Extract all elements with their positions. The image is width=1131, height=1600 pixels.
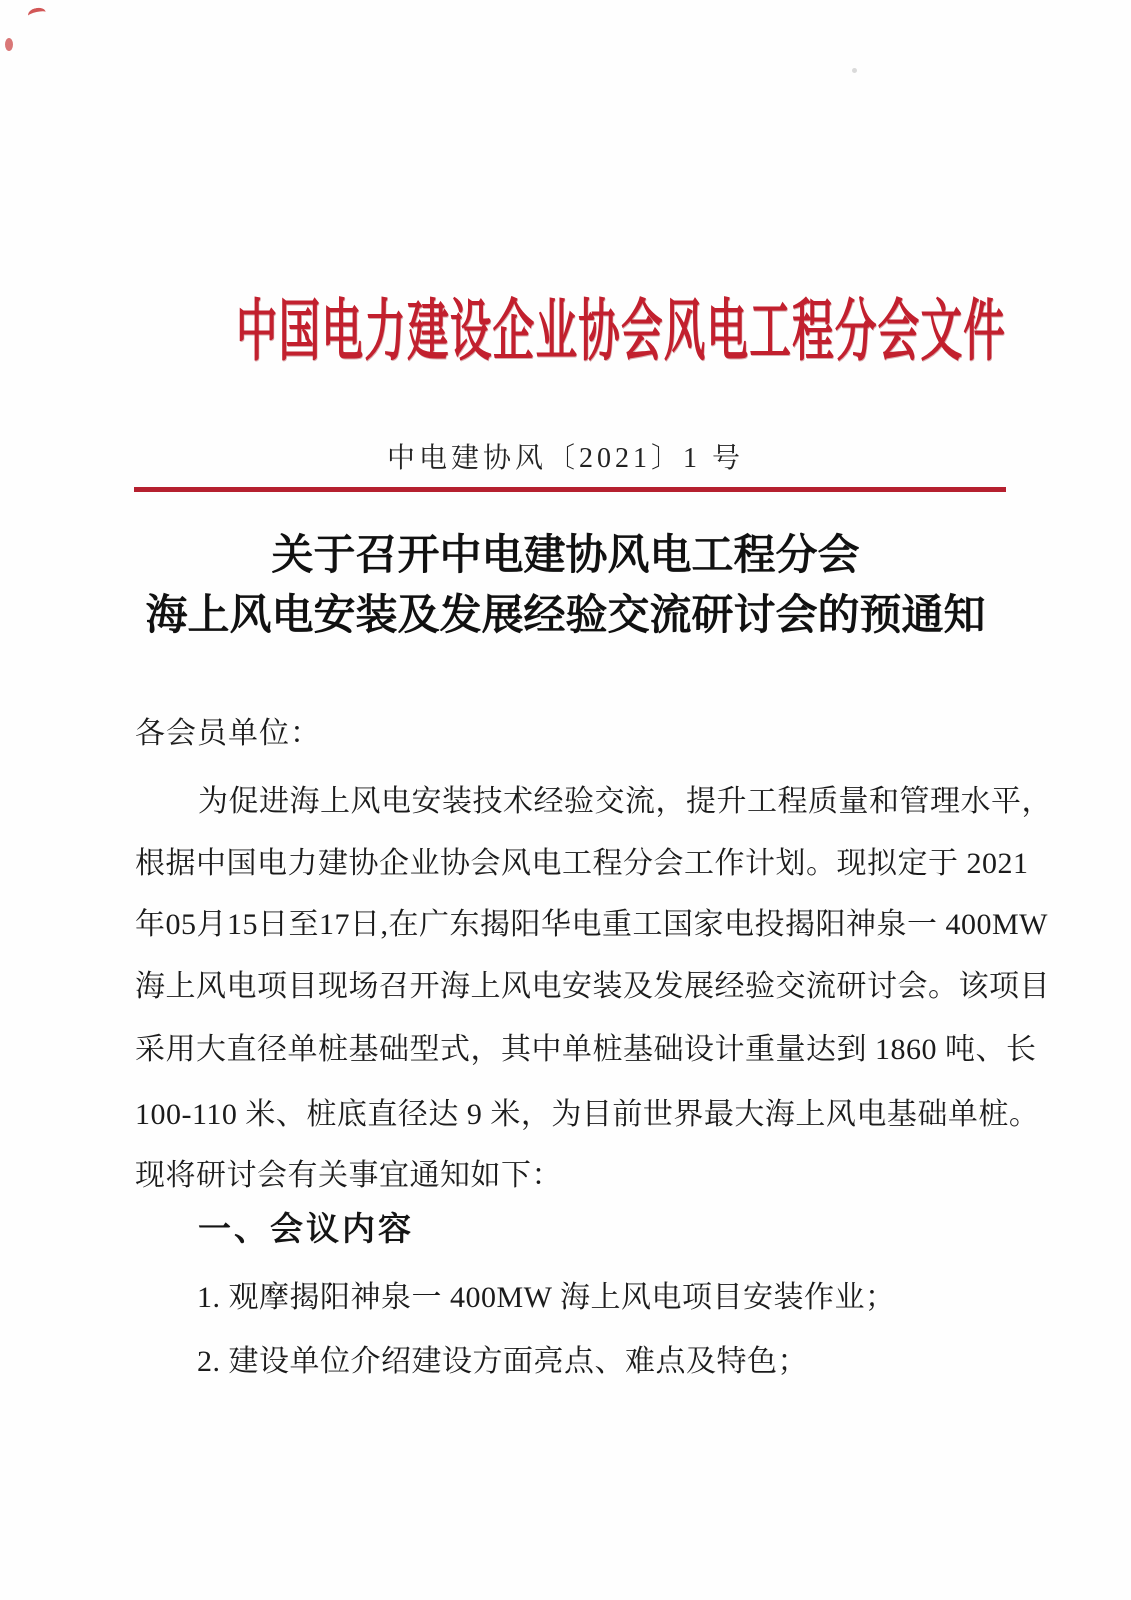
section-heading-meeting-content: 一、会议内容 (198, 1210, 414, 1247)
body-paragraph-line: 100-110 米、桩底直径达 9 米，为目前世界最大海上风电基础单桩。 (135, 1098, 1040, 1131)
body-paragraph-line: 采用大直径单桩基础型式，其中单桩基础设计重量达到 1860 吨、长 (135, 1033, 1037, 1066)
body-paragraph-line: 为促进海上风电安装技术经验交流，提升工程质量和管理水平， (198, 785, 1052, 818)
red-divider-line (134, 487, 1006, 492)
document-title-line-1: 关于召开中电建协风电工程分会 (271, 533, 860, 579)
body-paragraph-line: 根据中国电力建协企业协会风电工程分会工作计划。现拟定于 2021 (135, 847, 1029, 880)
salutation: 各会员单位： (135, 717, 321, 750)
red-header-banner (0, 278, 1131, 374)
issuing-organization-banner: 中国电力建设企业协会风电工程分会文件 (235, 295, 1007, 369)
list-item: 1. 观摩揭阳神泉一 400MW 海上风电项目安装作业； (197, 1281, 896, 1314)
body-paragraph-line: 海上风电项目现场召开海上风电安装及发展经验交流研讨会。该项目 (135, 970, 1050, 1003)
scan-artifact-gray (852, 68, 857, 73)
list-item: 2. 建设单位介绍建设方面亮点、难点及特色； (197, 1345, 808, 1378)
scan-artifact-red (27, 6, 47, 21)
document-title-line-2: 海上风电安装及发展经验交流研讨会的预通知 (145, 593, 986, 639)
document-reference-number: 中电建协风〔2021〕1 号 (386, 443, 744, 474)
body-paragraph-line: 年05月15日至17日,在广东揭阳华电重工国家电投揭阳神泉一 400MW (135, 908, 1048, 941)
scan-artifact-red (5, 38, 13, 51)
body-paragraph-line: 现将研讨会有关事宜通知如下： (135, 1159, 562, 1192)
